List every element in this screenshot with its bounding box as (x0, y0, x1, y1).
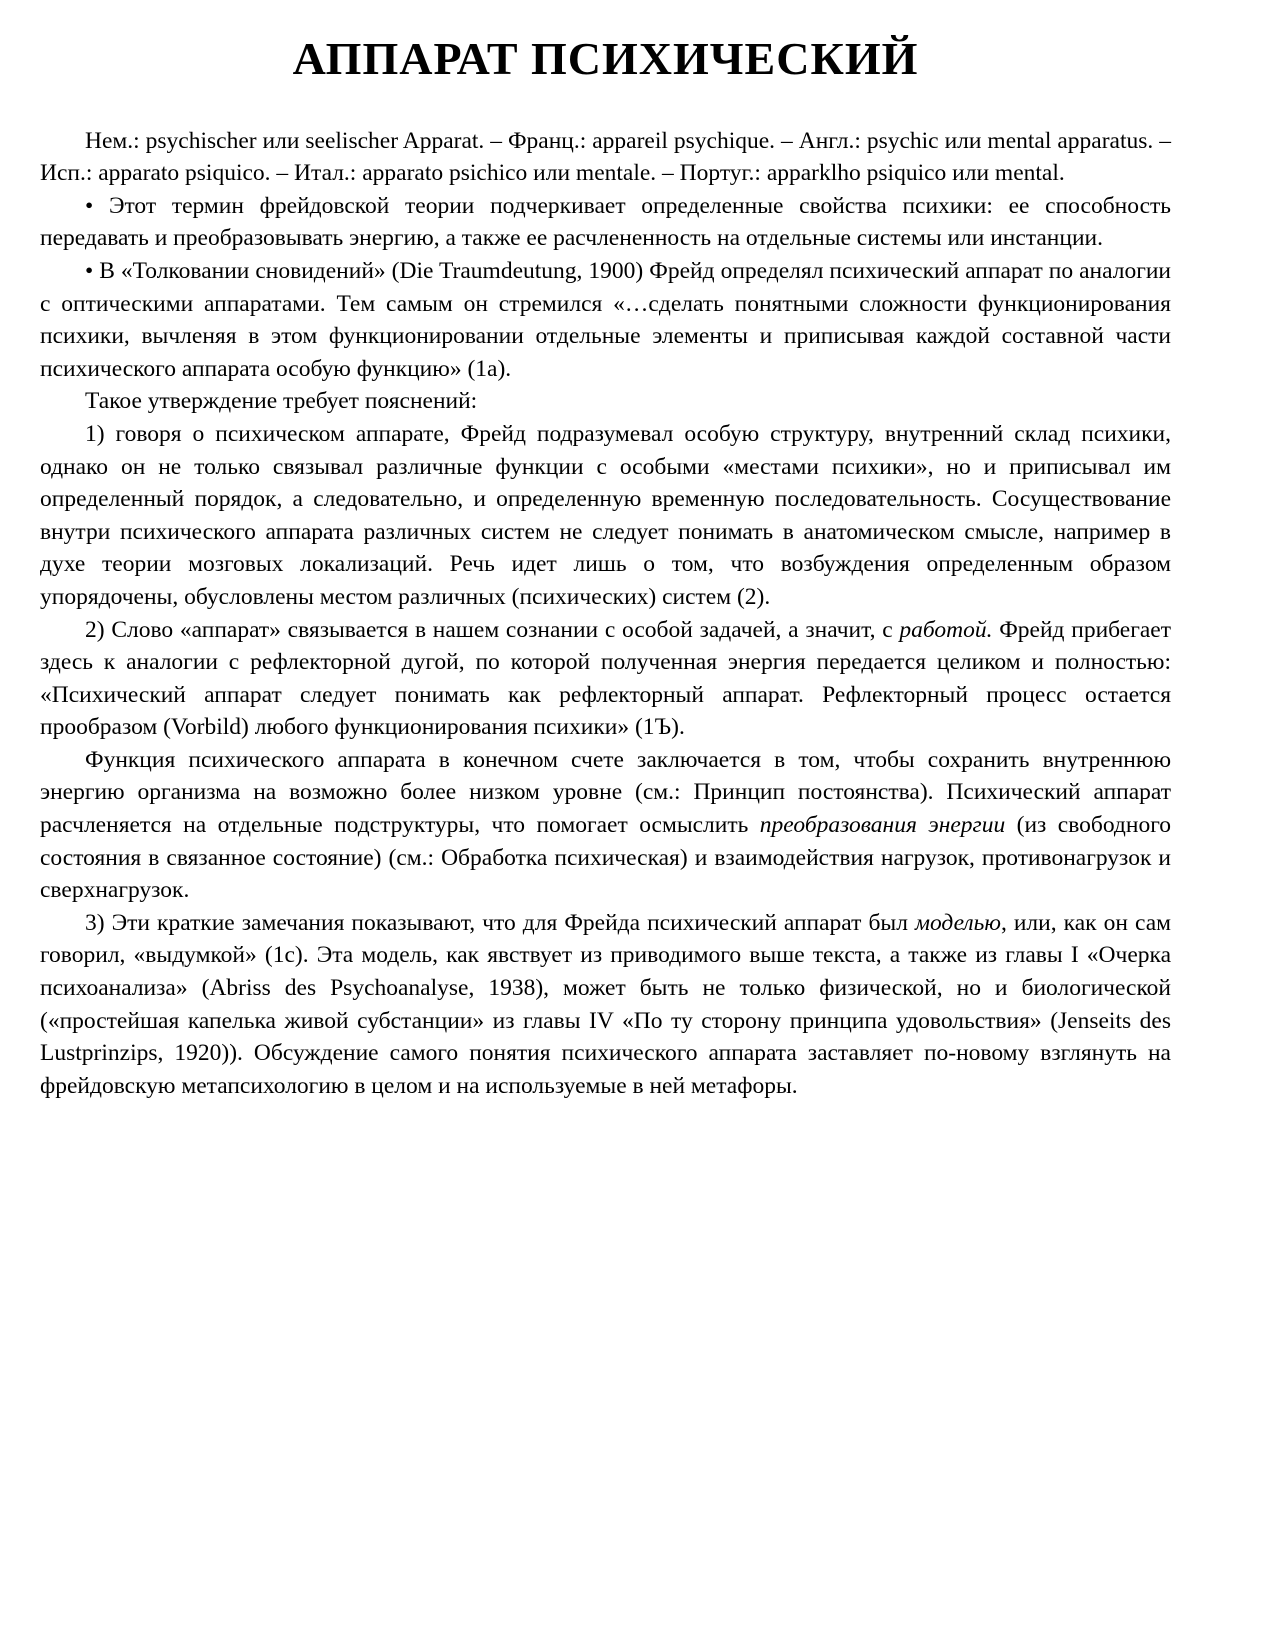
paragraph-languages: Нем.: psychischer или seelischer Apparat. – Франц.: appareil psychique. – Англ.: psychic или mental apparatus. – Исп.: apparato psiquico. – Итал.: apparato psichico или mentale. – Португ.: apparklho psiquico или mental. (40, 127, 1171, 187)
point-2-text-start: 2) Слово «аппарат» связывается в нашем сознании с особой задачей, а значит, с (85, 616, 900, 643)
paragraph-function (40, 744, 1171, 907)
paragraph-point-1: 1) говоря о психическом аппарате, Фрейд подразумевал особую структуру, внутренний склад психики, однако он не только связывал различные функции с особыми «местами психики», но и приписывал им определенный порядок, а следовательно, и определенную временную последовательность. Сосуществование внутри психического аппарата различных систем не следует понимать в анатомическом смысле, например в духе теории мозговых локализаций. Речь идет лишь о том, что возбуждения определенным образом упорядочены, обусловлены местом различных (психических) систем (2). (40, 420, 1171, 610)
function-text-end: (из свободного состояния в связанное состояние) (см.: Обработка психическая) и взаимодействия нагрузок, противонагрузок и сверхнагрузок. (40, 812, 1171, 904)
point-2-italic-term: работой. (899, 616, 993, 643)
point-2-text-end: Фрейд прибегает здесь к аналогии с рефлекторной дугой, по которой полученная энергия передается целиком и полностью: «Психический аппарат следует понимать как рефлекторный аппарат. Рефлекторный процесс остается прообразом (Vorbild) любого функционирования психики» (1Ъ). (40, 616, 1171, 741)
page-title: АППАРАТ ПСИХИЧЕСКИЙ (292, 33, 919, 84)
paragraph-clarification-note: Такое утверждение требует пояснений: (85, 388, 478, 415)
function-text-start: Функция психического аппарата в конечном счете заключается в том, чтобы сохранить внутреннюю энергию организма на возможно более низком уровне (см.: Принцип постоянства). Психический аппарат расчленяется на отдельные подструктуры, что помогает осмыслить (40, 746, 1171, 839)
point-3-text-start: 3) Эти краткие замечания показывают, что для Фрейда психический аппарат был (85, 909, 915, 936)
paragraph-point-2 (40, 614, 1171, 744)
point-3-italic-term: моделью (914, 909, 1001, 936)
point-3-text-end: , или, как он сам говорил, «выдумкой» (1c). Эта модель, как явствует из приводимого выше текста, а также из главы I «Очерка психоанализа» (Abriss des Psychoanalyse, 1938), может быть не только физической, но и биологической («простейшая капелька живой субстанции» из главы IV «По ту сторону принципа удовольствия» (Jenseits des Lustprinzips, 1920)). Обсуждение самого понятия психического аппарата заставляет по-новому взглянуть на фрейдовскую метапсихологию в целом и на используемые в ней метафоры. (40, 909, 1171, 1099)
function-italic-term: преобразования энергии (759, 812, 1006, 839)
paragraph-interpretation-of-dreams: • В «Толковании сновидений» (Die Traumdeutung, 1900) Фрейд определял психический аппарат по аналогии с оптическими аппаратами. Тем самым он стремился «…сделать понятными сложности функционирования психики, вычленяя в этом функционировании отдельные элементы и приписывая каждой составной части психического аппарата особую функцию» (1а). (40, 257, 1171, 382)
paragraph-term-definition: • Этот термин фрейдовской теории подчеркивает определенные свойства психики: ее способность передавать и преобразовывать энергию, а также ее расчлененность на отдельные системы или инстанции. (40, 192, 1171, 252)
paragraph-point-3 (40, 907, 1171, 1103)
